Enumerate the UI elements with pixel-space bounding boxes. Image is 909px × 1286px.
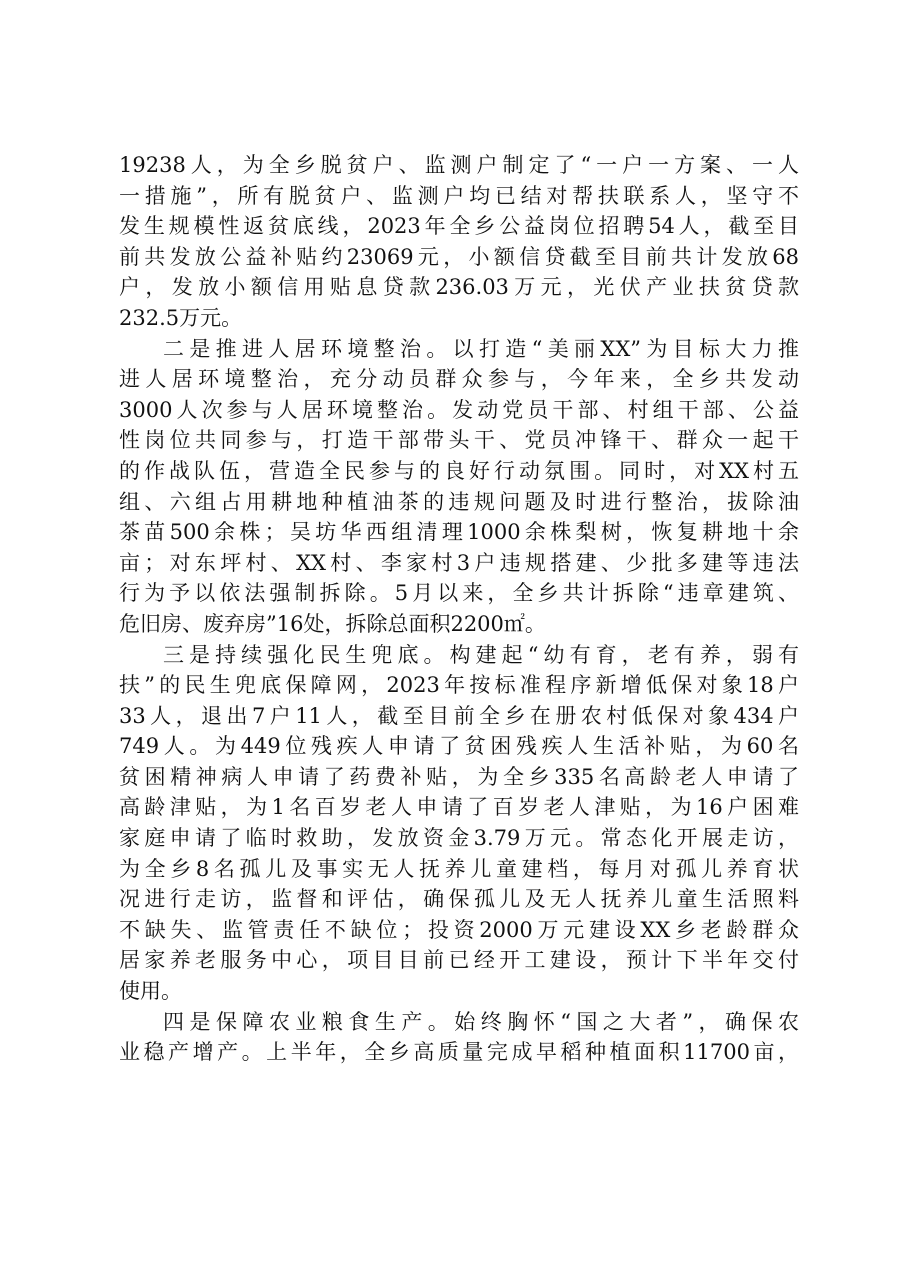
text-line: 749人。为449位残疾人申请了贫困残疾人生活补贴，为60名 bbox=[119, 734, 799, 759]
text-line: 232.5万元。 bbox=[119, 305, 243, 330]
document-body bbox=[119, 150, 799, 1068]
text-line: 家庭申请了临时救助，发放资金3.79万元。常态化开展走访， bbox=[119, 826, 799, 851]
text-line: 危旧房、废弃房”16处，拆除总面积2200㎡。 bbox=[119, 611, 546, 636]
text-line: 亩；对东坪村、XX村、李家村3户违规搭建、少批多建等违法 bbox=[119, 550, 799, 575]
text-line: 居家养老服务中心，项目目前已经开工建设，预计下半年交付 bbox=[119, 948, 799, 973]
text-line: 进人居环境整治，充分动员群众参与，今年来，全乡共发动 bbox=[119, 367, 799, 392]
text-line: 茶苗500余株；吴坊华西组清理1000余株梨树，恢复耕地十余 bbox=[119, 520, 799, 545]
text-line: 况进行走访，监督和评估，确保孤儿及无人抚养儿童生活照料 bbox=[119, 887, 799, 912]
paragraph-start-line: 三是持续强化民生兜底。构建起“幼有育，老有养，弱有 bbox=[163, 642, 799, 667]
text-line: 使用。 bbox=[119, 979, 182, 1004]
text-line: 不缺失、监管责任不缺位；投资2000万元建设XX乡老龄群众 bbox=[119, 917, 799, 942]
text-line: 高龄津贴，为1名百岁老人申请了百岁老人津贴，为16户困难 bbox=[119, 795, 799, 820]
paragraph-start-line: 二是推进人居环境整治。以打造“美丽XX”为目标大力推 bbox=[163, 336, 799, 361]
text-line: 前共发放公益补贴约23069元，小额信贷截至目前共计发放68 bbox=[119, 244, 799, 269]
text-line: 贫困精神病人申请了药费补贴，为全乡335名高龄老人申请了 bbox=[119, 764, 799, 789]
text-line: 的作战队伍，营造全民参与的良好行动氛围。同时，对XX村五 bbox=[119, 458, 799, 483]
text-line: 性岗位共同参与，打造干部带头干、党员冲锋干、群众一起干 bbox=[119, 428, 799, 453]
text-line: 业稳产增产。上半年，全乡高质量完成早稻种植面积11700亩， bbox=[119, 1040, 799, 1065]
text-line: 行为予以依法强制拆除。5月以来，全乡共计拆除“违章建筑、 bbox=[119, 581, 799, 606]
text-line: 为全乡8名孤儿及事实无人抚养儿童建档，每月对孤儿养育状 bbox=[119, 856, 799, 881]
text-line: 19238人，为全乡脱贫户、监测户制定了“一户一方案、一人 bbox=[119, 153, 799, 177]
text-line: 一措施”，所有脱贫户、监测户均已结对帮扶联系人，坚守不 bbox=[119, 183, 799, 208]
text-line: 扶”的民生兜底保障网，2023年按标准程序新增低保对象18户 bbox=[119, 673, 799, 698]
text-line: 33人，退出7户11人，截至目前全乡在册农村低保对象434户 bbox=[119, 703, 799, 728]
paragraph-start-line: 四是保障农业粮食生产。始终胸怀“国之大者”，确保农 bbox=[163, 1009, 799, 1034]
text-line: 3000人次参与人居环境整治。发动党员干部、村组干部、公益 bbox=[119, 397, 799, 422]
text-line: 组、六组占用耕地种植油茶的违规问题及时进行整治，拔除油 bbox=[119, 489, 799, 514]
text-line: 户，发放小额信用贴息贷款236.03万元，光伏产业扶贫贷款 bbox=[119, 275, 799, 300]
text-line: 发生规模性返贫底线，2023年全乡公益岗位招聘54人，截至目 bbox=[119, 214, 799, 239]
